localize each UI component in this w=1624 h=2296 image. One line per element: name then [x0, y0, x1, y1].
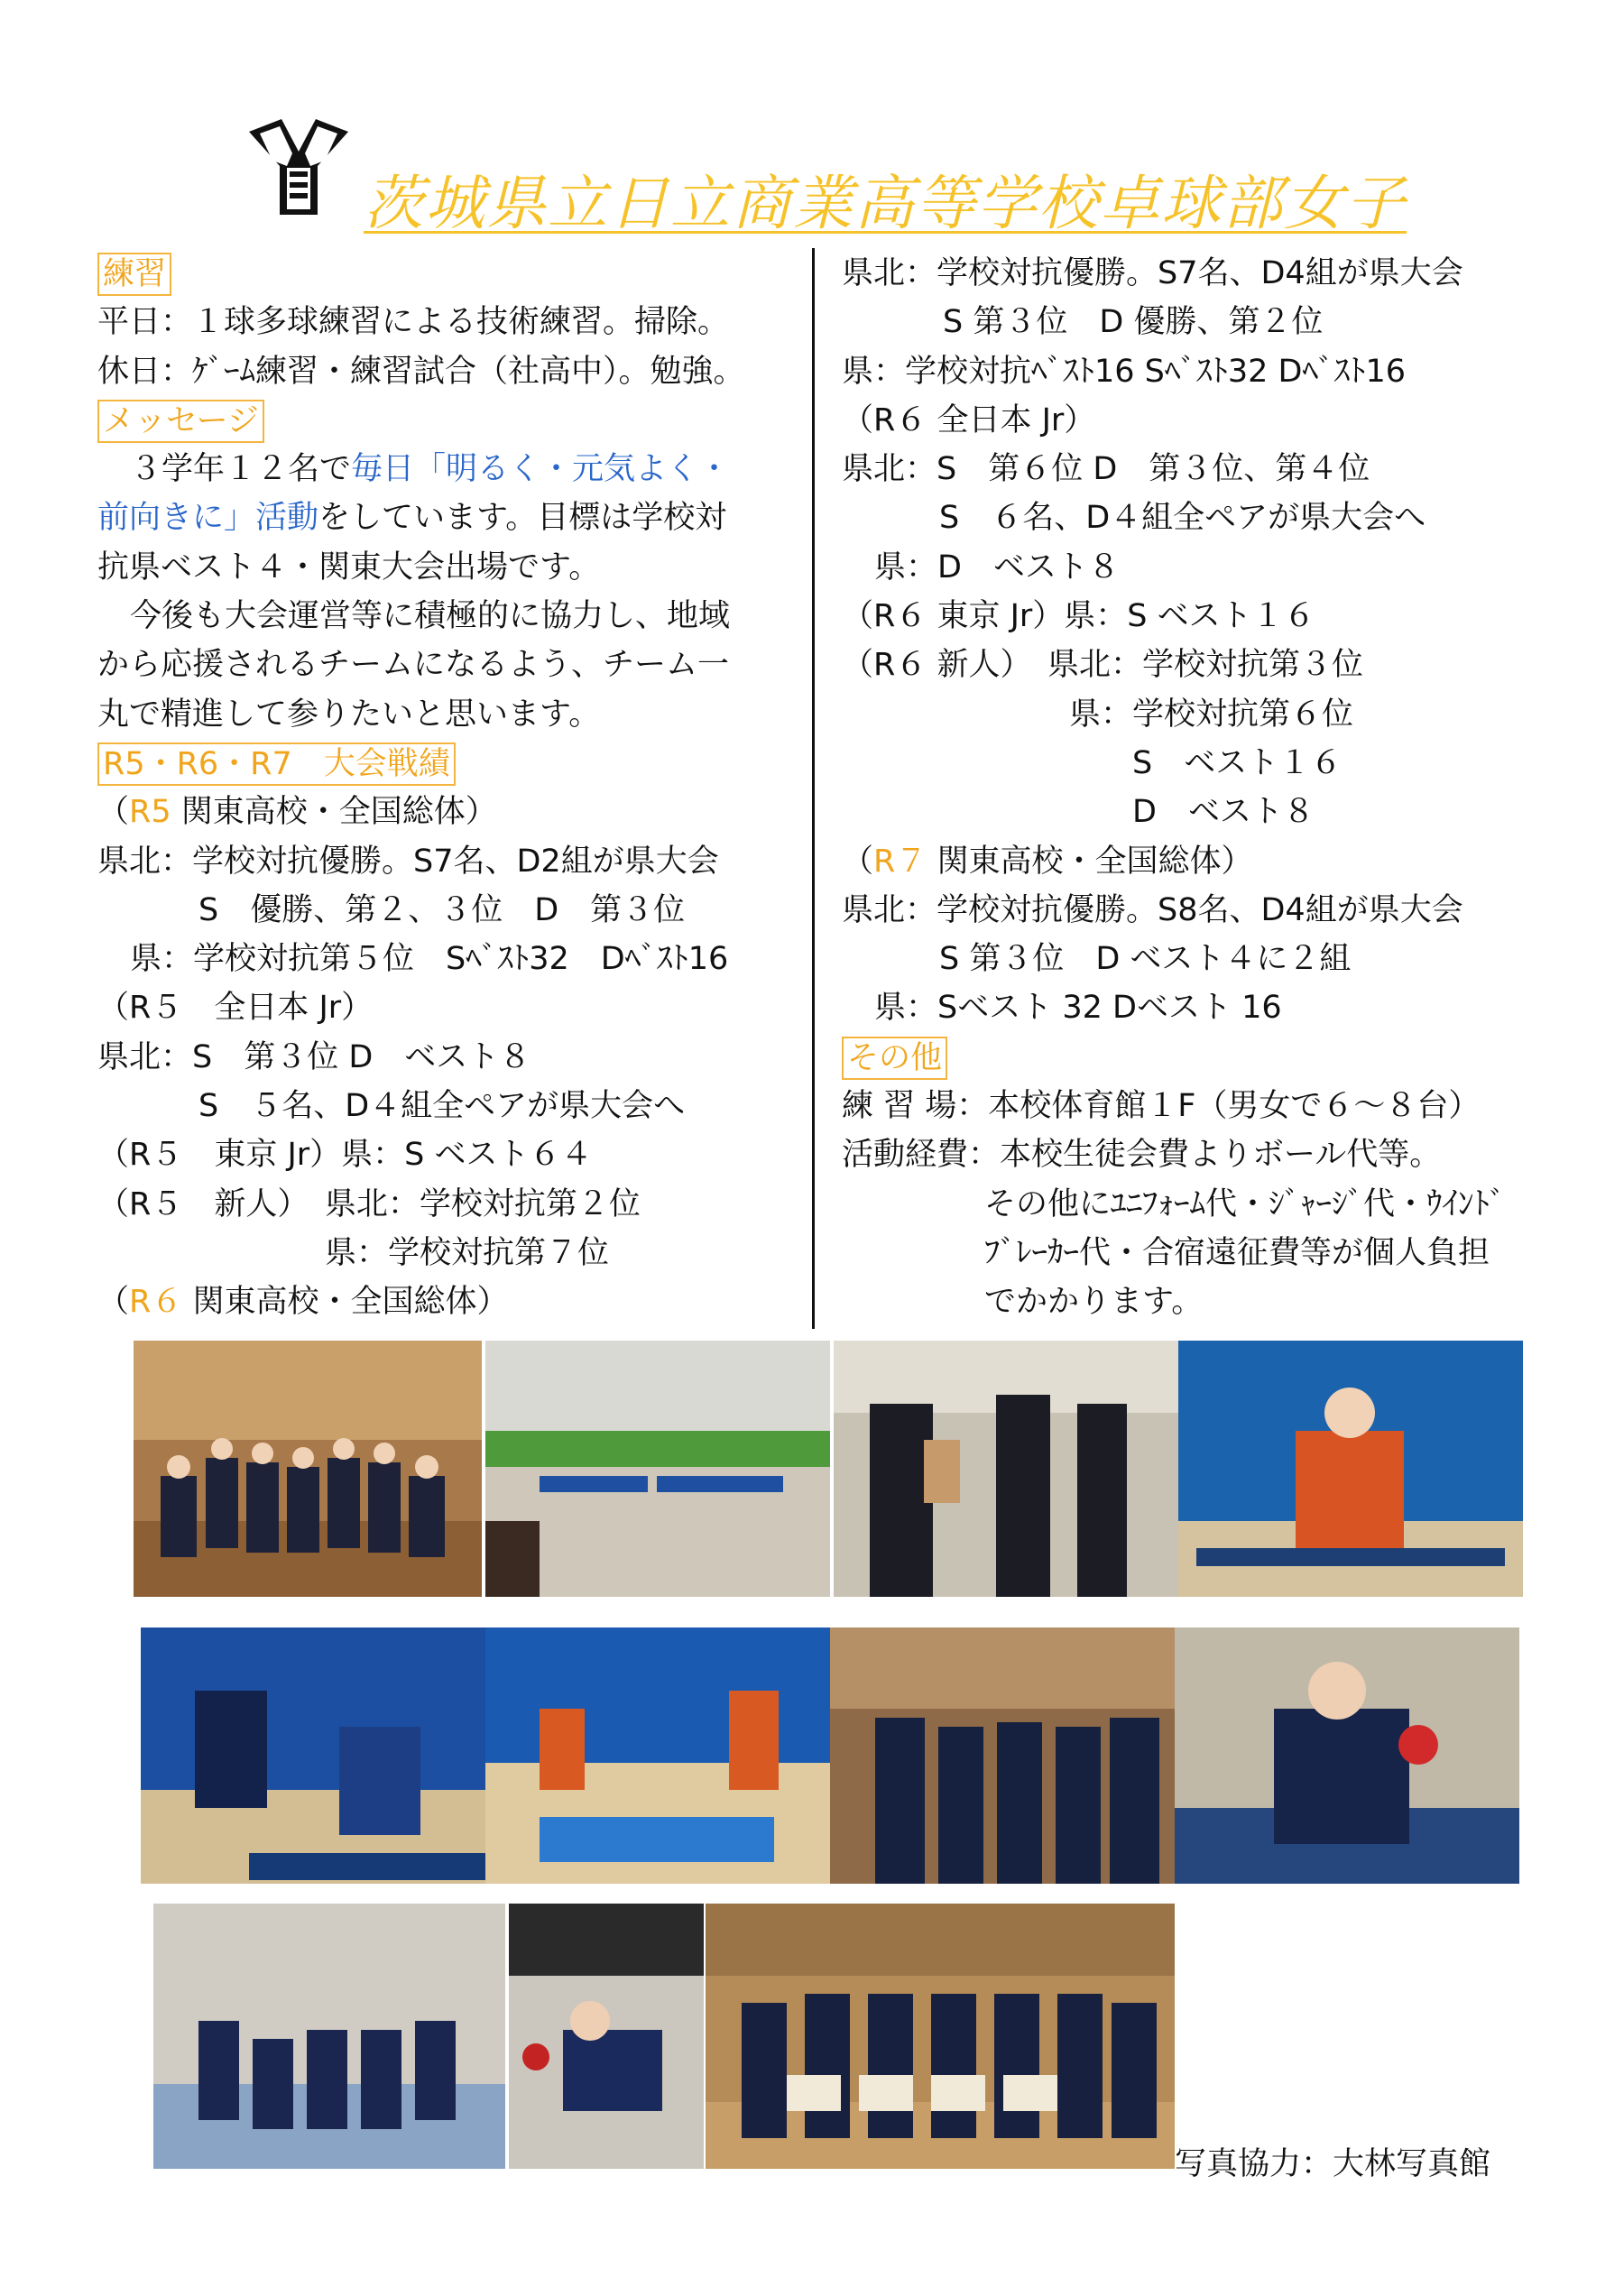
awards-group-photo — [706, 1904, 1175, 2169]
expenses-line: ﾌﾞﾚｰｶｰ代・合宿遠征費等が個人負担 — [984, 1234, 1490, 1271]
result-line: 県北：学校対抗優勝。S7名、D2組が県大会 — [97, 843, 719, 880]
player-lunge-photo — [509, 1904, 704, 2169]
paren: （ — [97, 794, 130, 831]
result-line: 県：学校対抗第７位 — [325, 1234, 610, 1271]
heading-text: 関東高校・全国総体） — [171, 794, 497, 831]
message-text: をしています。目標は学校対 — [318, 500, 727, 537]
result-line: S ベスト１６ — [1132, 744, 1343, 781]
result-line: 県：Sベスト 32 Dベスト 16 — [874, 990, 1282, 1027]
result-line: S 優勝、第２、３位 D 第３位 — [198, 891, 686, 928]
message-line: 丸で精進して参りたいと思います。 — [97, 696, 601, 733]
result-line: 県：D ベスト８ — [874, 549, 1120, 586]
practice-header: 練習 — [97, 253, 171, 296]
result-line: 県：学校対抗第６位 — [1069, 696, 1354, 733]
paren: （ — [97, 1284, 130, 1321]
venue-line: 練 習 場：本校体育館１F（男女で６～８台） — [842, 1088, 1481, 1125]
result-heading: （R５ 新人） 県北：学校対抗第２位 — [97, 1185, 641, 1222]
message-highlight: 前向きに」活動 — [97, 500, 319, 537]
message-line — [97, 445, 745, 493]
result-line: 県北：学校対抗優勝。S7名、D4組が県大会 — [842, 255, 1463, 291]
message-section — [97, 396, 745, 445]
expenses-line: 活動経費：本校生徒会費よりボール代等。 — [842, 1137, 1442, 1174]
heading-text: 関東高校・全国総体） — [927, 843, 1253, 880]
result-line: 県：学校対抗ﾍﾞｽﾄ16 Sﾍﾞｽﾄ32 Dﾍﾞｽﾄ16 — [842, 353, 1407, 390]
r7-kanto-heading — [842, 837, 1506, 886]
result-line: 県北：学校対抗優勝。S8名、D4組が県大会 — [842, 891, 1463, 928]
school-logo — [245, 115, 352, 222]
holiday-practice: 休日：ｹﾞｰﾑ練習・練習試合（社高中）。勉強。 — [97, 353, 745, 390]
result-line: S 第３位 D 優勝、第２位 — [943, 304, 1324, 341]
player-forehand-photo — [1175, 1627, 1519, 1884]
team-meeting-photo — [830, 1627, 1175, 1884]
paren: （ — [842, 843, 874, 880]
heading-text: 関東高校・全国総体） — [182, 1284, 509, 1321]
result-heading: （R６ 新人） 県北：学校対抗第３位 — [842, 647, 1363, 684]
result-heading: （R５ 全日本 Jr） — [97, 990, 374, 1027]
weekday-practice: 平日：１球多球練習による技術練習。掃除。 — [97, 304, 730, 341]
result-line: 県：学校対抗第５位 Sﾍﾞｽﾄ32 Dﾍﾞｽﾄ16 — [130, 941, 729, 978]
right-column — [842, 249, 1506, 1327]
other-header: その他 — [842, 1037, 947, 1080]
photo-credit: 写真協力：大林写真館 — [1175, 2146, 1491, 2182]
result-heading: （R５ 東京 Jr）県：S ベスト６４ — [97, 1137, 593, 1174]
result-line: S 第３位 D ベスト４に２組 — [939, 941, 1352, 978]
message-highlight: 毎日「明るく・元気よく・ — [351, 451, 731, 488]
column-divider — [812, 248, 815, 1329]
r6-kanto-heading — [97, 1277, 745, 1326]
r6-tag: R６ — [129, 1284, 183, 1321]
message-line: から応援されるチームになるよう、チーム一 — [97, 647, 730, 684]
expenses-line: その他にﾕﾆﾌｫｰﾑ代・ｼﾞｬｰｼﾞ代・ｳｲﾝﾄﾞ — [984, 1185, 1506, 1222]
match-court-photo — [485, 1627, 830, 1884]
r7-tag: R７ — [873, 843, 927, 880]
message-line: 抗県ベスト４・関東大会出場です。 — [97, 549, 601, 586]
result-line: D ベスト８ — [1132, 794, 1315, 831]
player-serving-photo — [1178, 1341, 1523, 1597]
result-line: 県北：S 第６位 D 第３位、第４位 — [842, 451, 1370, 488]
page-title: 茨城県立日立商業高等学校卓球部女子 — [364, 169, 1407, 238]
other-section — [842, 1033, 1506, 1082]
results-section — [97, 739, 745, 788]
result-heading: （R６ 東京 Jr）県：S ベスト１６ — [842, 598, 1315, 635]
gym-match-photo — [485, 1341, 830, 1597]
doubles-match-photo — [141, 1627, 485, 1884]
result-line: S ６名、D４組全ペアが県大会へ — [939, 500, 1426, 537]
message-header: メッセージ — [97, 400, 264, 443]
message-line: 今後も大会運営等に積極的に協力し、地域 — [130, 598, 731, 635]
r5-tag: R5 — [129, 794, 171, 831]
r5-kanto-heading — [97, 788, 745, 836]
result-heading: （R６ 全日本 Jr） — [842, 401, 1096, 438]
team-group-photo — [134, 1341, 482, 1597]
message-line — [97, 493, 745, 542]
expenses-line: でかかります。 — [984, 1284, 1204, 1321]
message-text: ３学年１２名で — [130, 451, 352, 488]
team-kneeling-photo — [153, 1904, 505, 2169]
result-line: S ５名、D４組全ペアが県大会へ — [198, 1088, 686, 1125]
left-column — [97, 249, 745, 1327]
result-line: 県北：S 第３位 D ベスト８ — [97, 1038, 531, 1075]
students-talking-photo — [834, 1341, 1178, 1597]
results-header: R5・R6・R7 大会戦績 — [97, 742, 456, 786]
practice-section — [97, 249, 745, 298]
